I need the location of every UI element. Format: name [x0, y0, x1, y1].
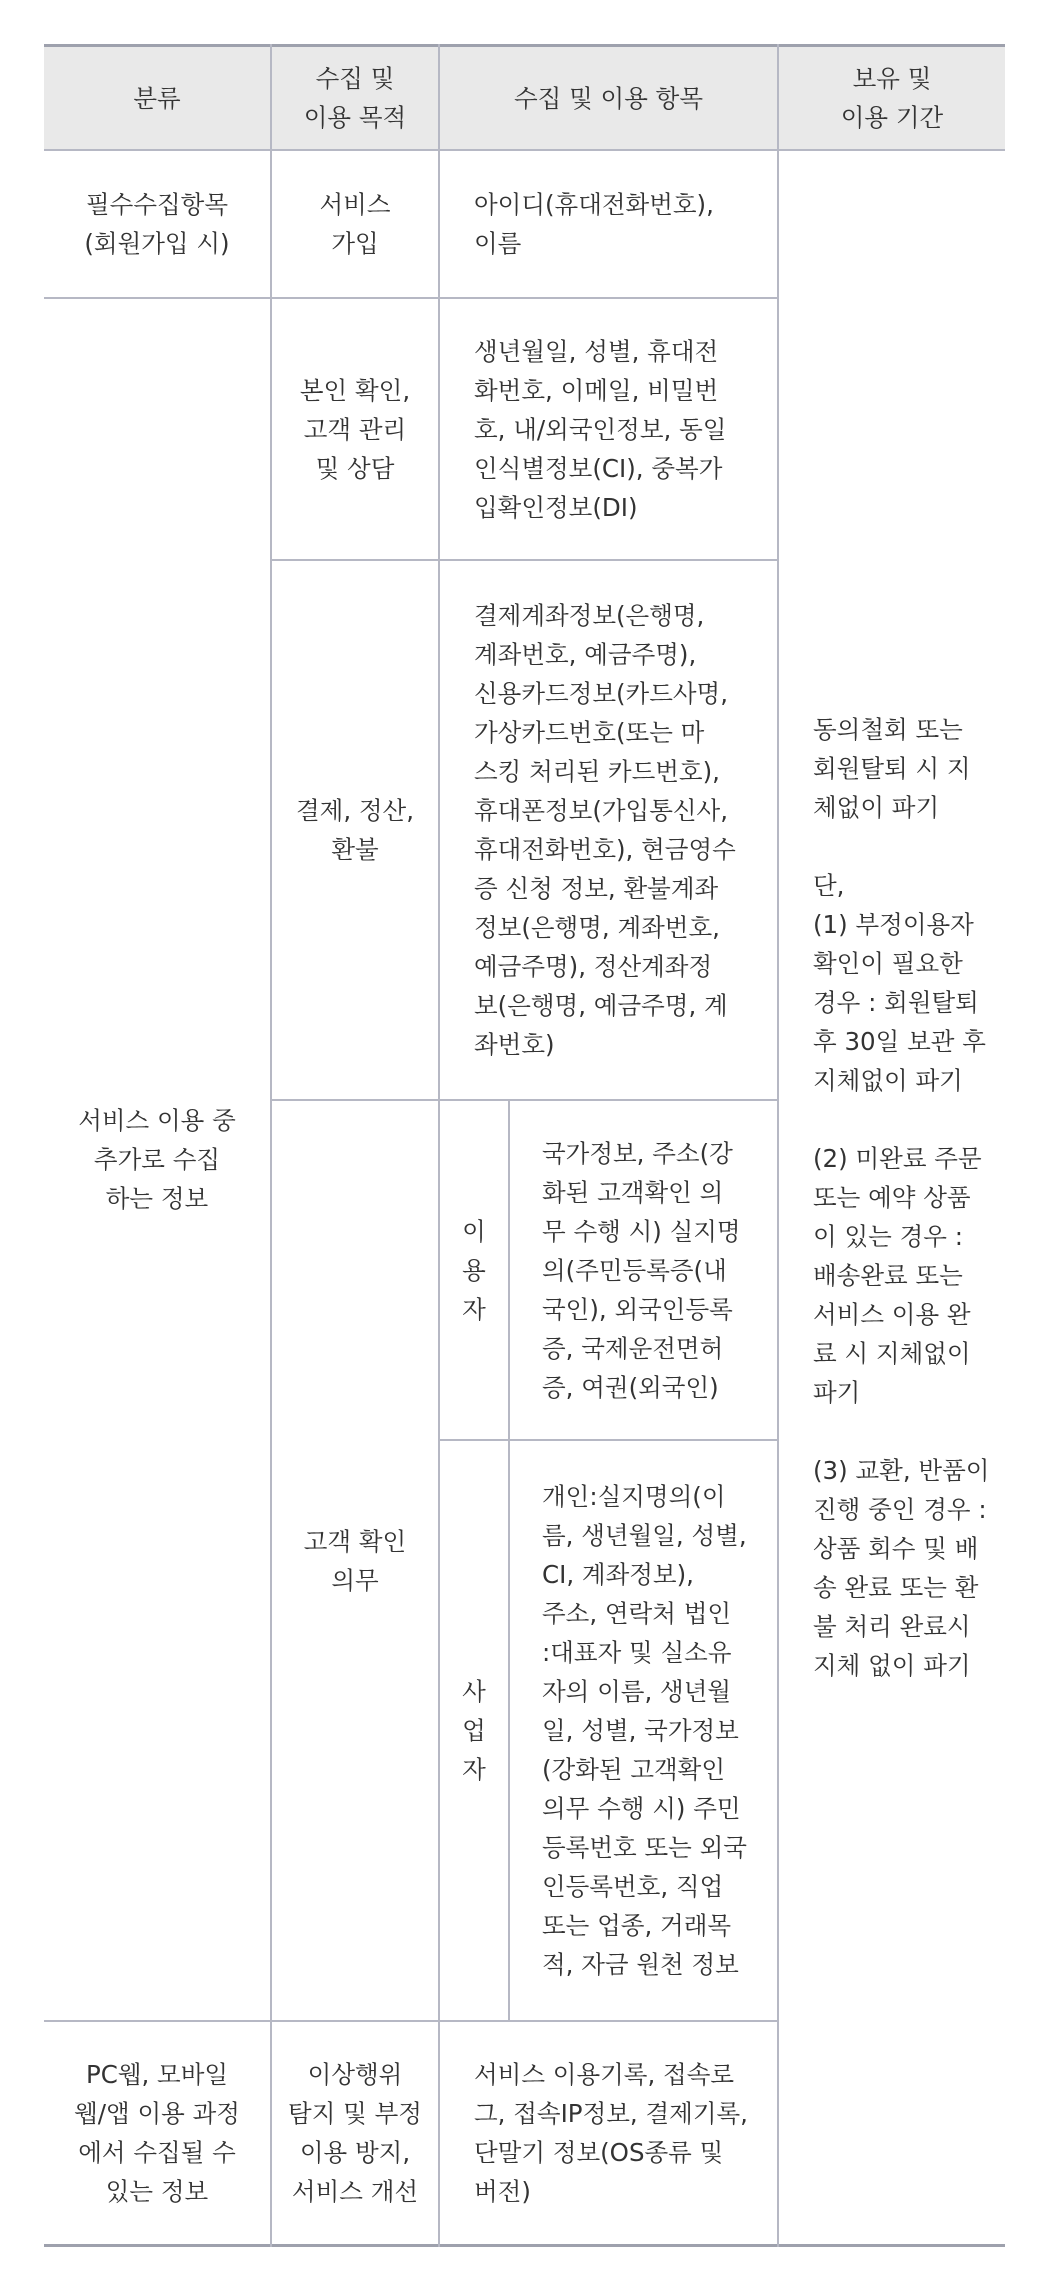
web-app-category-cell — [44, 2022, 270, 2244]
payment-items-cell — [440, 561, 777, 1099]
table-bottom-border — [44, 2244, 1005, 2247]
web-app-purpose: 이상행위 탐지 및 부정 이용 방지, 서비스 개선 — [288, 2060, 422, 2206]
header-items — [440, 47, 777, 149]
service-use-category: 서비스 이용 중 추가로 수집 하는 정보 — [78, 1106, 236, 1213]
web-app-items: 서비스 이용기록, 접속로 그, 접속IP정보, 결제기록, 단말기 정보(OS종류 및 버전) — [474, 2060, 748, 2206]
identity-items-cell — [440, 299, 777, 559]
header-purpose — [272, 47, 438, 149]
kyc-user-items: 국가정보, 주소(강 화된 고객확인 의 무 수행 시) 실지명 의(주민등록증(내 국인), 외국인등록 증, 국제운전면허 증, 여권(외국인) — [542, 1138, 741, 1402]
identity-purpose: 본인 확인, 고객 관리 및 상담 — [299, 375, 411, 483]
header-retention — [779, 47, 1005, 149]
kyc-user-label-cell — [440, 1101, 508, 1439]
header-retention-text: 보유 및 이용 기간 — [840, 64, 944, 132]
kyc-business-label: 사 업 자 — [462, 1677, 486, 1784]
retention-text: 동의철회 또는 회원탈퇴 시 지 체없이 파기 단, (1) 부정이용자 확인이 필요한 경우 : 회원탈퇴 후 30일 보관 후 지체없이 파기 (2) 미완료 주문 또는 예약 상품 이 있는 경우 : 배송완료 또는 서비스 이용 완 료 시 지체없이 파기 (3) 교환, 반품이 진행 중인 경우 : 상품 회수 및 배 송 완료 또는 환 불 처리 완료시 지체 없이 파기 — [813, 715, 990, 1680]
service-use-category-cell — [44, 299, 270, 2020]
signup-items-cell — [440, 151, 777, 297]
web-app-items-cell — [440, 2022, 777, 2244]
payment-items: 결제계좌정보(은행명, 계좌번호, 예금주명), 신용카드정보(카드사명, 가상카드번호(또는 마 스킹 처리된 카드번호), 휴대폰정보(가입통신사, 휴대전화번호), 현금영수 증 신청 정보, 환불계좌 정보(은행명, 계좌번호, 예금주명), 정산계좌정 보(은행명, 예금주명, 계 좌번호) — [474, 601, 736, 1059]
web-app-purpose-cell — [272, 2022, 438, 2244]
signup-items: 아이디(휴대전화번호), 이름 — [474, 190, 714, 258]
header-category — [44, 47, 270, 149]
signup-purpose-cell — [272, 151, 438, 297]
web-app-category: PC웹, 모바일 웹/앱 이용 과정 에서 수집될 수 있는 정보 — [74, 2060, 240, 2206]
header-purpose-text: 수집 및 이용 목적 — [303, 64, 407, 132]
kyc-purpose: 고객 확인 의무 — [303, 1526, 407, 1595]
payment-purpose-cell — [272, 561, 438, 1099]
kyc-purpose-cell — [272, 1101, 438, 2020]
payment-purpose: 결제, 정산, 환불 — [295, 796, 415, 864]
kyc-business-items-cell — [510, 1441, 777, 2020]
identity-purpose-cell — [272, 299, 438, 559]
kyc-business-items: 개인:실지명의(이 름, 생년월일, 성별, CI, 계좌정보), 주소, 연락처 법인 :대표자 및 실소유 자의 이름, 생년월 일, 성별, 국가정보 (강화된 고객확인 의무 수행 시) 주민 등록번호 또는 외국 인등록번호, 직업 또는 업종, 거래목 적, 자금 원천 정보 — [542, 1482, 747, 1979]
retention-cell — [779, 151, 1005, 2244]
signup-category: 필수수집항목 (회원가입 시) — [84, 190, 230, 258]
header-category-text: 분류 — [133, 83, 181, 113]
identity-items: 생년월일, 성별, 휴대전 화번호, 이메일, 비밀번 호, 내/외국인정보, 동일 인식별정보(CI), 중복가 입확인정보(DI) — [474, 336, 727, 522]
header-items-text: 수집 및 이용 항목 — [513, 83, 704, 113]
kyc-business-label-cell — [440, 1441, 508, 2020]
kyc-user-label: 이 용 자 — [462, 1216, 486, 1324]
signup-purpose: 서비스 가입 — [319, 190, 391, 258]
signup-category-cell — [44, 151, 270, 297]
privacy-collection-table — [44, 44, 1005, 2247]
kyc-user-items-cell — [510, 1101, 777, 1439]
